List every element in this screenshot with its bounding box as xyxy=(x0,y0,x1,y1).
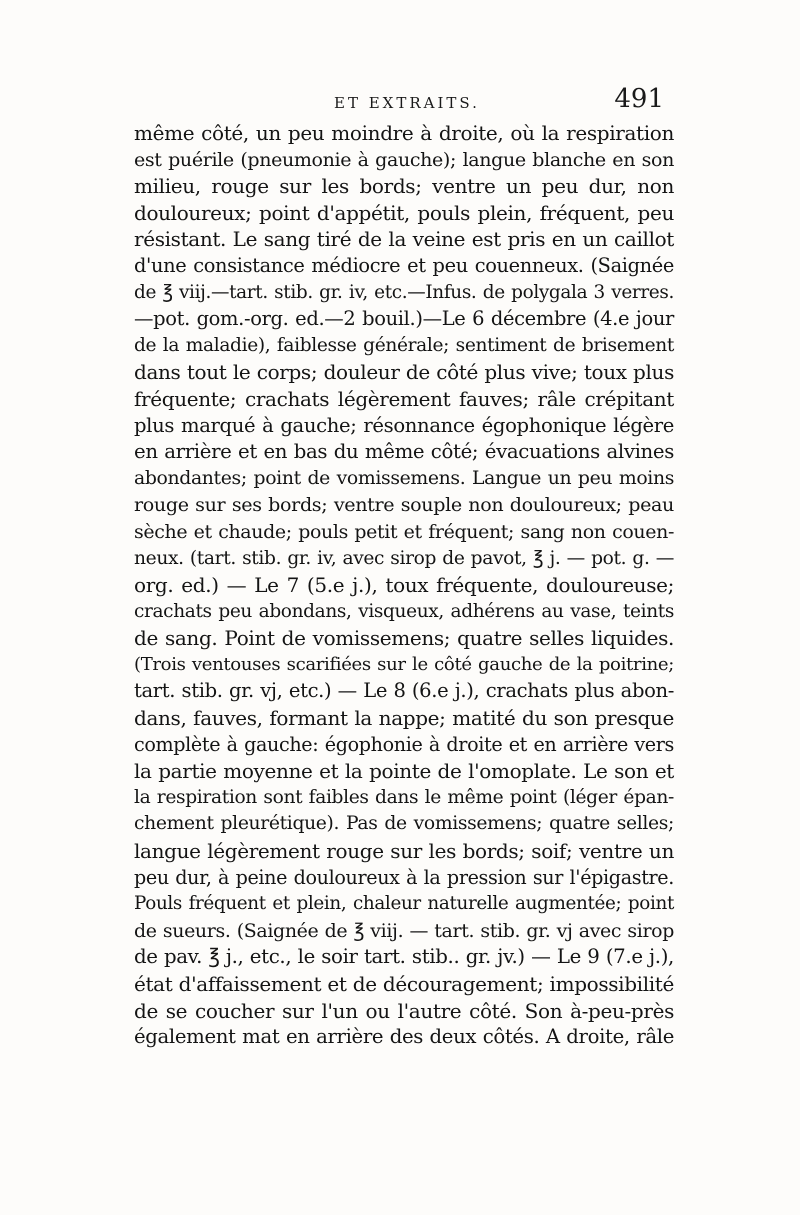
text-line: douloureux; point d'appétit, pouls plein, fréquent, peu xyxy=(134,200,674,225)
text-line: plus marqué à gauche; résonnance égophonique légère xyxy=(134,413,674,437)
text-line: chement pleurétique). Pas de vomissemens; quatre selles; xyxy=(134,813,674,835)
text-line: langue légèrement rouge sur les bords; soif; ventre un xyxy=(134,839,674,864)
text-line: —pot. gom.-org. ed.—2 bouil.)—Le 6 décembre (4.e jour xyxy=(134,307,674,331)
text-line: neux. (tart. stib. gr. iv, avec sirop de pavot, ℥ j. — pot. g. — xyxy=(134,547,674,569)
text-line: sèche et chaude; pouls petit et fréquent; sang non couen- xyxy=(134,520,674,543)
page-header xyxy=(134,74,674,118)
text-line: peu dur, à peine douloureux à la pression sur l'épigastre. xyxy=(134,865,674,889)
text-line: de sang. Point de vomissemens; quatre selles liquides. xyxy=(134,626,674,651)
text-line: org. ed.) — Le 7 (5.e j.), toux fréquente, douloureuse; xyxy=(134,573,674,598)
text-line: la partie moyenne et la pointe de l'omoplate. Le son et xyxy=(134,759,674,784)
text-line: même côté, un peu moindre à droite, où la respiration xyxy=(134,121,674,145)
text-line: de se coucher sur l'un ou l'autre côté. Son à-peu-près xyxy=(134,998,674,1023)
text-line: tart. stib. gr. vj, etc.) — Le 8 (6.e j.), crachats plus abon- xyxy=(134,679,674,703)
text-line: de sueurs. (Saignée de ℥ viij. — tart. stib. gr. vj avec sirop xyxy=(134,919,674,942)
text-line: fréquente; crachats légèrement fauves; râle crépitant xyxy=(134,386,674,411)
text-line: de la maladie), faiblesse générale; sentiment de brisement xyxy=(134,334,674,356)
text-line: complète à gauche: égophonie à droite et en arrière vers xyxy=(134,732,674,756)
text-line: abondantes; point de vomissemens. Langue un peu moins xyxy=(134,467,674,489)
text-line: en arrière et en bas du même côté; évacuations alvines xyxy=(134,440,674,464)
text-line: également mat en arrière des deux côtés. A droite, râle xyxy=(134,1025,674,1049)
text-line: résistant. Le sang tiré de la veine est pris en un caillot xyxy=(134,227,674,252)
text-line: la respiration sont faibles dans le même point (léger épan- xyxy=(134,786,674,808)
running-head: ET EXTRAITS. xyxy=(334,94,480,112)
text-line: d'une consistance médiocre et peu couenneux. (Saignée xyxy=(134,253,674,277)
text-line: rouge sur ses bords; ventre souple non douloureux; peau xyxy=(134,494,674,517)
text-line: est puérile (pneumonie à gauche); langue blanche en son xyxy=(134,148,674,171)
body-text xyxy=(134,120,674,1051)
page-number: 491 xyxy=(614,84,664,114)
text-line: de pav. ℥ j., etc., le soir tart. stib.. gr. jv.) — Le 9 (7.e j.), xyxy=(134,945,674,969)
text-line: crachats peu abondans, visqueux, adhérens au vase, teints xyxy=(134,600,674,622)
text-line: état d'affaissement et de découragement; impossibilité xyxy=(134,972,674,996)
text-line: dans, fauves, formant la nappe; matité du son presque xyxy=(134,706,674,731)
text-line: milieu, rouge sur les bords; ventre un peu dur, non xyxy=(134,174,674,199)
text-line: de ℥ viij.—tart. stib. gr. iv, etc.—Infus. de polygala 3 verres. xyxy=(134,281,674,303)
text-line: (Trois ventouses scarifiées sur le côté gauche de la poitrine; xyxy=(134,653,674,675)
text-line: dans tout le corps; douleur de côté plus vive; toux plus xyxy=(134,360,674,385)
text-line: Pouls fréquent et plein, chaleur naturelle augmentée; point xyxy=(134,893,674,915)
